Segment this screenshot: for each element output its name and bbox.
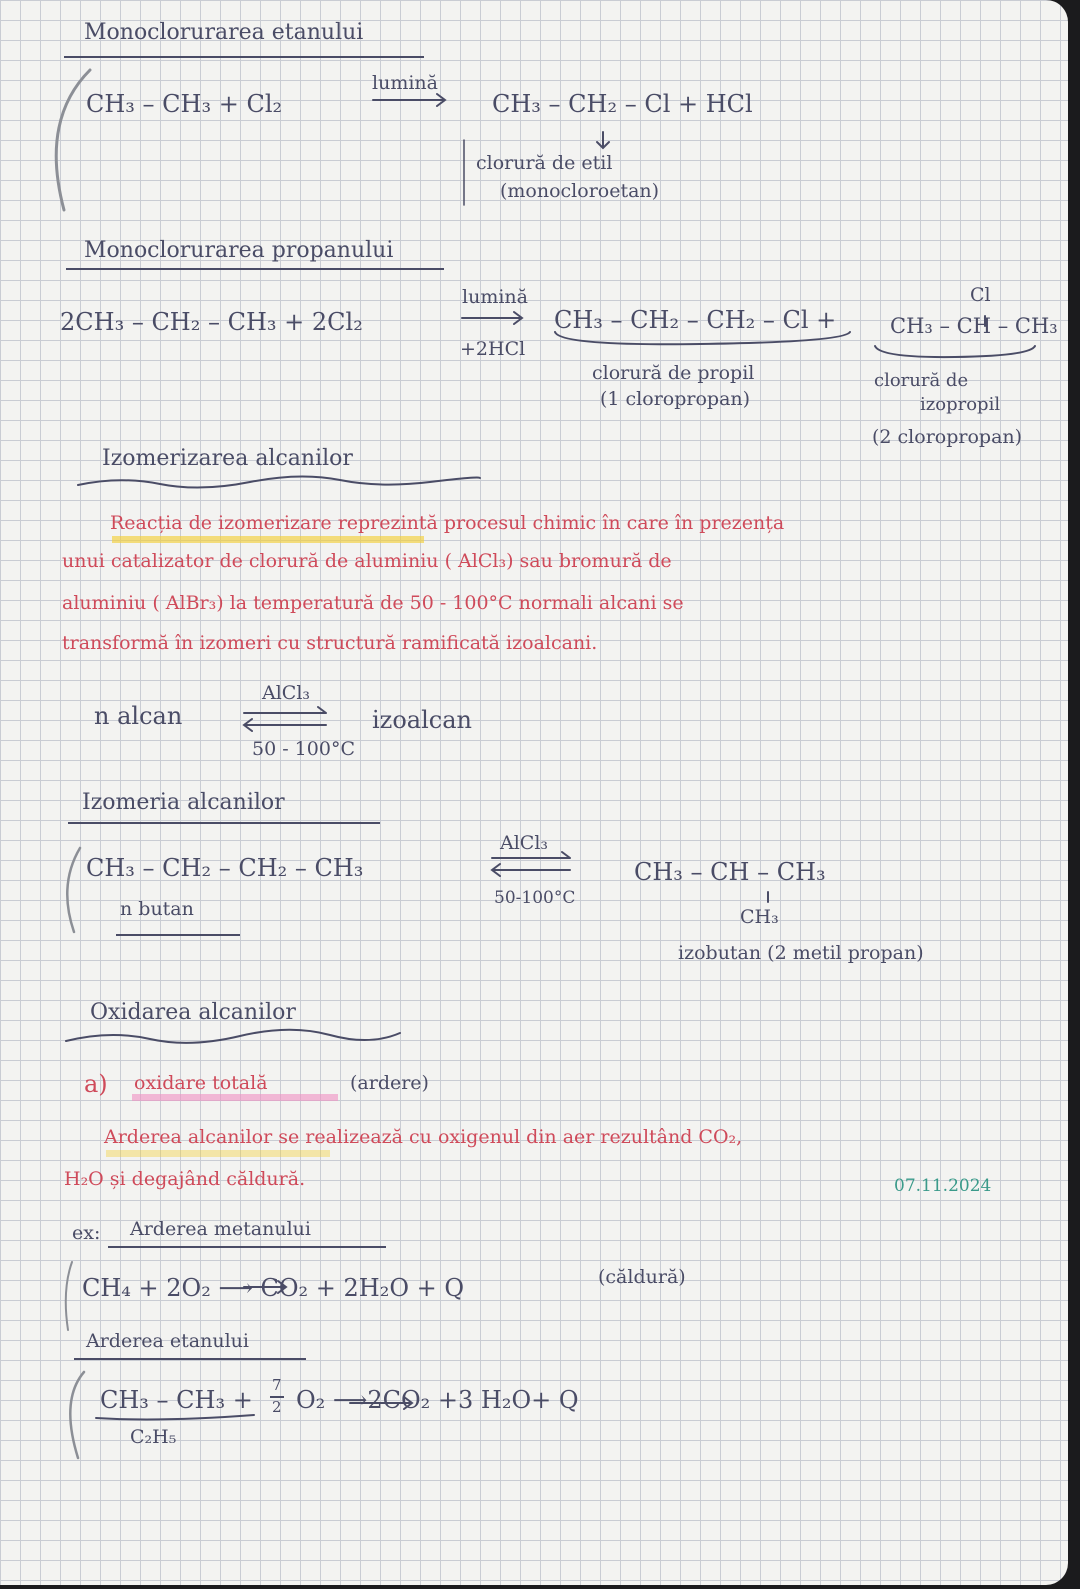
highlight-yellow [106, 1150, 330, 1157]
products-ethane: CH₃ – CH₂ – Cl + HCl [492, 90, 753, 118]
lhs-n-alkane: n alcan [94, 702, 183, 730]
byproduct-hcl: +2HCl [460, 338, 526, 360]
example-1-title: Arderea metanului [130, 1218, 311, 1240]
equation-methane-combustion: CH₄ + 2O₂ ⟶ CO₂ + 2H₂O + Q [82, 1274, 465, 1302]
rhs-isoalkane: izoalcan [372, 706, 472, 734]
title-underline [108, 1246, 386, 1248]
ethane-formula-note: C₂H₅ [130, 1426, 177, 1448]
subsection-title-total-oxidation: oxidare totală [134, 1072, 268, 1094]
alt-2-chloropropane: (2 cloropropan) [872, 426, 1023, 448]
paragraph-line-4: transformă în izomeri cu structură ramificată izoalcani. [62, 632, 598, 654]
product-alt-name: (monocloroetan) [500, 180, 660, 202]
example-2-title: Arderea etanului [86, 1330, 249, 1352]
combustion-line-2: H₂O și degajând căldură. [64, 1168, 306, 1190]
name-underline [116, 934, 240, 936]
alt-1-chloropropane: (1 cloropropan) [600, 388, 751, 410]
product-2-chlorine-substituent: Cl [970, 284, 991, 306]
title-underline [66, 268, 444, 270]
product-2-chloropropane: CH₃ – CH – CH₃ [890, 314, 1058, 338]
catalyst-alcl3: AlCl₃ [262, 682, 311, 704]
fraction-denominator: 2 [272, 1398, 282, 1416]
example-label: ex: [72, 1222, 101, 1244]
temperature-range: 50 - 100°C [252, 738, 355, 760]
heat-note: (căldură) [598, 1266, 686, 1288]
subsection-paren: (ardere) [350, 1072, 429, 1094]
combustion-line-1: Arderea alcanilor se realizează cu oxigenul din aer rezultând CO₂, [104, 1126, 743, 1148]
section-title-monochlorination-propane: Monoclorurarea propanului [84, 238, 394, 263]
paragraph-line-1: Reacția de izomerizare reprezintă procesul chimic în care în prezența [110, 512, 785, 534]
fraction-numerator: 7 [272, 1376, 282, 1394]
subsection-marker-a: a) [84, 1070, 108, 1098]
condition-light: lumină [372, 72, 438, 94]
product-name-isobutane: izobutan (2 metil propan) [678, 942, 924, 964]
paragraph-line-2: unui catalizator de clorură de aluminiu ( AlCl₃) sau bromură de [62, 550, 672, 572]
catalyst-alcl3: AlCl₃ [500, 832, 549, 854]
reactant-name: n butan [120, 898, 194, 920]
name-isopropyl-chloride-a: clorură de [874, 370, 969, 391]
highlight-pink [132, 1094, 338, 1101]
title-underline [68, 822, 380, 824]
product-1-chloropropane: CH₃ – CH₂ – CH₂ – Cl + [554, 306, 837, 334]
name-isopropyl-chloride-b: izopropil [920, 394, 1001, 415]
paragraph-line-3: aluminiu ( AlBr₃) la temperatură de 50 - 100°C normali alcani se [62, 592, 684, 614]
product-branch-methyl: CH₃ [740, 906, 779, 928]
condition-light: lumină [462, 286, 528, 308]
equation-ethane-part-b: O₂ ⟶2CO₂ +3 H₂O+ Q [296, 1386, 579, 1414]
section-title-isomerization: Izomerizarea alcanilor [102, 446, 353, 471]
section-title-monochlorination-ethane: Monoclorurarea etanului [84, 20, 364, 45]
name-propyl-chloride: clorură de propil [592, 362, 755, 384]
product-isobutane: CH₃ – CH – CH₃ [634, 858, 826, 886]
equation-ethane-part-a: CH₃ – CH₃ + [100, 1386, 253, 1414]
reactants-ethane: CH₃ – CH₃ + Cl₂ [86, 90, 283, 118]
product-name-ethyl-chloride: clorură de etil [476, 152, 613, 174]
reactant-n-butane: CH₃ – CH₂ – CH₂ – CH₃ [86, 854, 364, 882]
title-underline [74, 1358, 306, 1360]
reactants-propane: 2CH₃ – CH₂ – CH₃ + 2Cl₂ [60, 308, 363, 336]
note-date: 07.11.2024 [894, 1176, 992, 1196]
highlight-yellow [112, 536, 424, 543]
section-title-oxidation: Oxidarea alcanilor [90, 1000, 296, 1025]
title-underline [64, 56, 424, 58]
section-title-isomery: Izomeria alcanilor [82, 790, 285, 815]
temperature-range: 50-100°C [494, 888, 576, 908]
